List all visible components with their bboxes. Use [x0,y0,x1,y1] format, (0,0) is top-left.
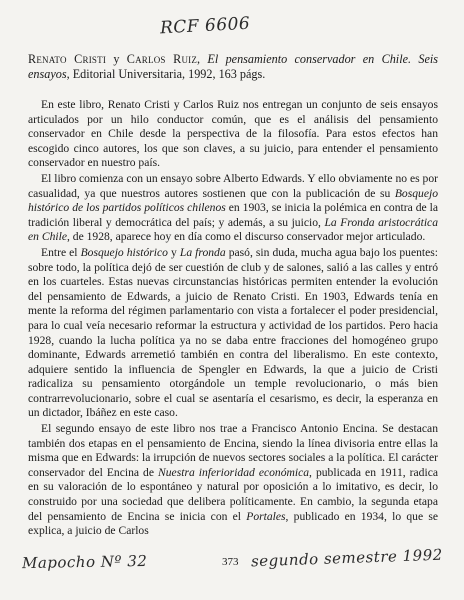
paragraph: Entre el Bosquejo histórico y La fronda pasó, sin duda, mucha agua bajo los puentes: sobre todo, la política dejó de ser cuestión de club y de salones, salió a las calles y entró en los cuarteles. Estas nuevas circunstancias históricas permiten entender la evolución del pensamiento de Edwards, a juicio de Renato Cristi. En 1903, Edwards tenía en mente la reforma del régimen parlamentario con vista a fortalecer el poder presidencial, para lo cual veía necesario reformar la estructura y actividad de los partidos. Pero hacia 1928, cuando la lucha política ya no se daba entre fracciones del homogéneo grupo dominante, Edwards arremetió también en contra del liberalismo. En este contexto, adquiere sentido la influencia de Spengler en Edwards, la que a juicio de Cristi radicaliza su pensamiento otorgándole un temple revolucionario, o más bien contrarrevolucionario, sobre el cual se asentaría el cesarismo, es decir, la esperanza en un dictador, Ibáñez en este caso. [28,245,439,420]
handwritten-catalog-number: RCF 6606 [159,13,251,39]
book-title: El pensamiento conservador en Chile. Seis ensayos [28,52,438,81]
paragraph: El libro comienza con un ensayo sobre Alberto Edwards. Y ello obviamente no es por casualidad, ya que nuestros autores sostienen que con la publicación de su Bosquejo histórico de los partidos políticos chilenos en 1903, se inicia la polémica en contra de la tradición liberal y democrática del país; y además, a su juicio, La Fronda aristocrática en Chile, de 1928, aparece hoy en día como el discurso conservador mejor articulado. [28,171,439,244]
page-number: 373 [222,556,239,568]
paragraph: El segundo ensayo de este libro nos trae a Francisco Antonio Encina. Se destacan también dos etapas en el pensamiento de Encina, siendo la línea divisoria entre ellas la misma que en Edwards: la irrupción de nuevos sectores sociales a la política. El carácter conservador del Encina de Nuestra inferioridad económica, publicada en 1911, radica en su valoración de lo espontáneo y natural por oposición a lo imitativo, es decir, lo construido por una sociedad que delibera políticamente. En cambio, la segunda etapa del pensamiento de Encina se inicia con el Portales, publicado en 1934, lo que se explica, a juicio de Carlos [28,422,438,538]
book-reference: Renato Cristi y Carlos Ruiz, El pensamiento conservador en Chile. Seis ensayos, Editorial Universitaria, 1992, 163 págs. [28,52,438,81]
handwritten-journal-issue: Mapocho Nº 32 [21,551,148,573]
paragraph: En este libro, Renato Cristi y Carlos Ruiz nos entregan un conjunto de seis ensayos articulados por un hilo conductor común, que es el análisis del pensamiento conservador en Chile desde la perspectiva de la filosofía. Para estos efectos han escogido cinco autores, los que son claves, a su juicio, para entender el pensamiento conservador en nuestro país. [28,98,438,170]
author-name: Carlos Ruiz [126,52,198,66]
publisher-info: , Editorial Universitaria, 1992, 163 págs. [66,67,266,81]
handwritten-semester-note: segundo semestre 1992 [250,545,444,571]
review-body [28,98,438,540]
author-name: Renato Cristi [28,52,107,66]
